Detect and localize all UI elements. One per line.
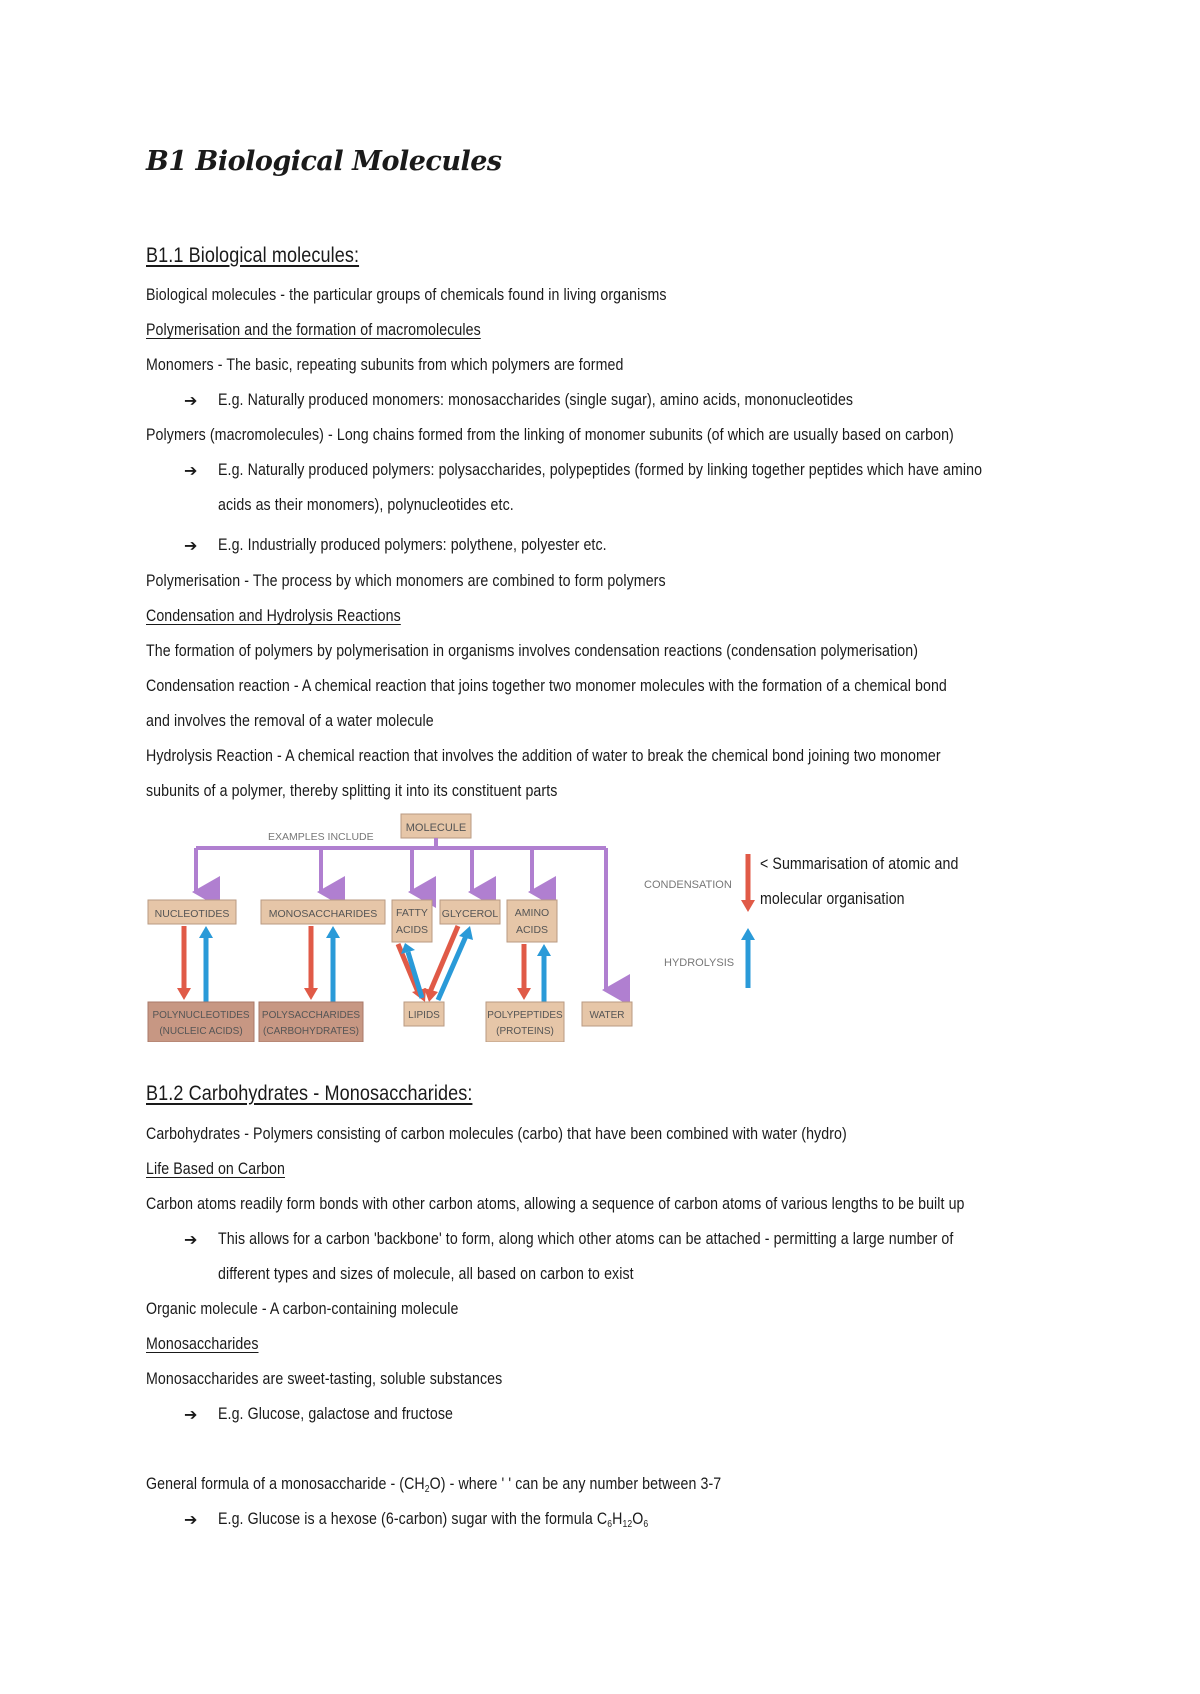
paragraph-line: Hydrolysis Reaction - A chemical reaction that involves the addition of water to break the chemical bond joining two monomer <box>146 747 941 765</box>
polymer-label: LIPIDS <box>408 1010 440 1021</box>
paragraph-line: and involves the removal of a water molecule <box>146 712 434 730</box>
polymer-label: POLYSACCHARIDES <box>261 1010 361 1021</box>
paragraph-line: Carbohydrates - Polymers consisting of carbon molecules (carbo) that have been combined with water (hydro) <box>146 1125 847 1143</box>
formula-line <box>146 1475 721 1495</box>
hydrolysis-arrow-icon <box>741 928 755 940</box>
formula-text: H <box>612 1510 623 1528</box>
paragraph-line: The formation of polymers by polymerisation in organisms involves condensation reactions (condensation polymerisation) <box>146 642 919 660</box>
arrow-bullet-icon: ➔ <box>184 1405 198 1424</box>
diagram-note: < Summarisation of atomic and <box>760 855 959 873</box>
paragraph-line: Polymerisation - The process by which monomers are combined to form polymers <box>146 572 666 590</box>
bullet-text: E.g. Naturally produced monomers: monosaccharides (single sugar), amino acids, mononucleotides <box>218 391 854 409</box>
formula-text: O) - where ' ' can be any number between 3-7 <box>429 1475 722 1493</box>
formula-subscript: 6 <box>607 1519 613 1530</box>
bullet-text: This allows for a carbon 'backbone' to form, along which other atoms can be attached - permitting a large number of <box>218 1230 954 1248</box>
bullet-text-continued: different types and sizes of molecule, all based on carbon to exist <box>218 1265 634 1283</box>
polymer-label: POLYNUCLEOTIDES <box>152 1010 250 1021</box>
bullet-text <box>218 1510 648 1530</box>
diagram-note: molecular organisation <box>760 890 905 908</box>
paragraph-line: subunits of a polymer, thereby splitting it into its constituent parts <box>146 782 558 800</box>
polymer-label: (CARBOHYDRATES) <box>263 1026 359 1037</box>
subheading: Monosaccharides <box>146 1335 259 1353</box>
bullet-text: E.g. Industrially produced polymers: polythene, polyester etc. <box>218 536 607 554</box>
condensation-label: CONDENSATION <box>644 879 732 891</box>
bullet-text: E.g. Naturally produced polymers: polysaccharides, polypeptides (formed by linking together peptides which have amino <box>218 461 983 479</box>
formula-subscript: 6 <box>643 1519 649 1530</box>
molecule-diagram <box>146 812 636 1042</box>
monomer-label: ACIDS <box>515 924 549 936</box>
bullet-text: E.g. Glucose, galactose and fructose <box>218 1405 454 1423</box>
subheading: Polymerisation and the formation of macromolecules <box>146 321 481 339</box>
paragraph-line: Biological molecules - the particular groups of chemicals found in living organisms <box>146 286 667 304</box>
bullet-text-continued: acids as their monomers), polynucleotides etc. <box>218 496 514 514</box>
section-heading-1: B1.1 Biological molecules: <box>146 244 360 267</box>
formula-subscript: 2 <box>424 1484 430 1495</box>
formula-text: O <box>632 1510 644 1528</box>
arrow-bullet-icon: ➔ <box>184 1230 198 1249</box>
arrow-bullet-icon: ➔ <box>184 461 198 480</box>
condensation-arrow-icon <box>741 900 755 912</box>
formula-subscript: 12 <box>622 1519 633 1530</box>
subheading: Life Based on Carbon <box>146 1160 285 1178</box>
polymer-label: (PROTEINS) <box>496 1026 554 1037</box>
monomer-label: ACIDS <box>395 924 429 936</box>
polymer-label: WATER <box>589 1010 625 1021</box>
paragraph-line: Monomers - The basic, repeating subunits from which polymers are formed <box>146 356 624 374</box>
paragraph-line: Monosaccharides are sweet-tasting, soluble substances <box>146 1370 503 1388</box>
paragraph-line: Polymers (macromolecules) - Long chains formed from the linking of monomer subunits (of which are usually based on carbon) <box>146 426 954 444</box>
diagram-legend <box>640 838 760 998</box>
monomer-label: MONOSACCHARIDES <box>268 908 378 920</box>
monomer-label: AMINO <box>514 907 550 919</box>
examples-label: EXAMPLES INCLUDE <box>268 831 374 843</box>
section-heading-2: B1.2 Carbohydrates - Monosaccharides: <box>146 1082 473 1105</box>
page-title: B1 Biological Molecules <box>146 146 502 177</box>
formula-text: General formula of a monosaccharide - (CH <box>146 1475 425 1493</box>
formula-text: E.g. Glucose is a hexose (6-carbon) sugar with the formula C <box>218 1510 608 1528</box>
paragraph-line: Carbon atoms readily form bonds with other carbon atoms, allowing a sequence of carbon atoms of various lengths to be built up <box>146 1195 965 1213</box>
arrow-bullet-icon: ➔ <box>184 536 198 555</box>
paragraph-line: Organic molecule - A carbon-containing molecule <box>146 1300 459 1318</box>
subheading: Condensation and Hydrolysis Reactions <box>146 607 401 625</box>
polymer-label: (NUCLEIC ACIDS) <box>159 1026 243 1037</box>
arrow-bullet-icon: ➔ <box>184 1510 198 1529</box>
monomer-label: FATTY <box>396 907 428 919</box>
monomer-label: NUCLEOTIDES <box>154 908 230 920</box>
molecule-label: MOLECULE <box>405 822 467 834</box>
paragraph-line: Condensation reaction - A chemical reaction that joins together two monomer molecules with the formation of a chemical bond <box>146 677 947 695</box>
hydrolysis-label: HYDROLYSIS <box>664 957 735 969</box>
monomer-label: GLYCEROL <box>441 908 499 920</box>
polymer-label: POLYPEPTIDES <box>487 1010 563 1021</box>
arrow-bullet-icon: ➔ <box>184 391 198 410</box>
